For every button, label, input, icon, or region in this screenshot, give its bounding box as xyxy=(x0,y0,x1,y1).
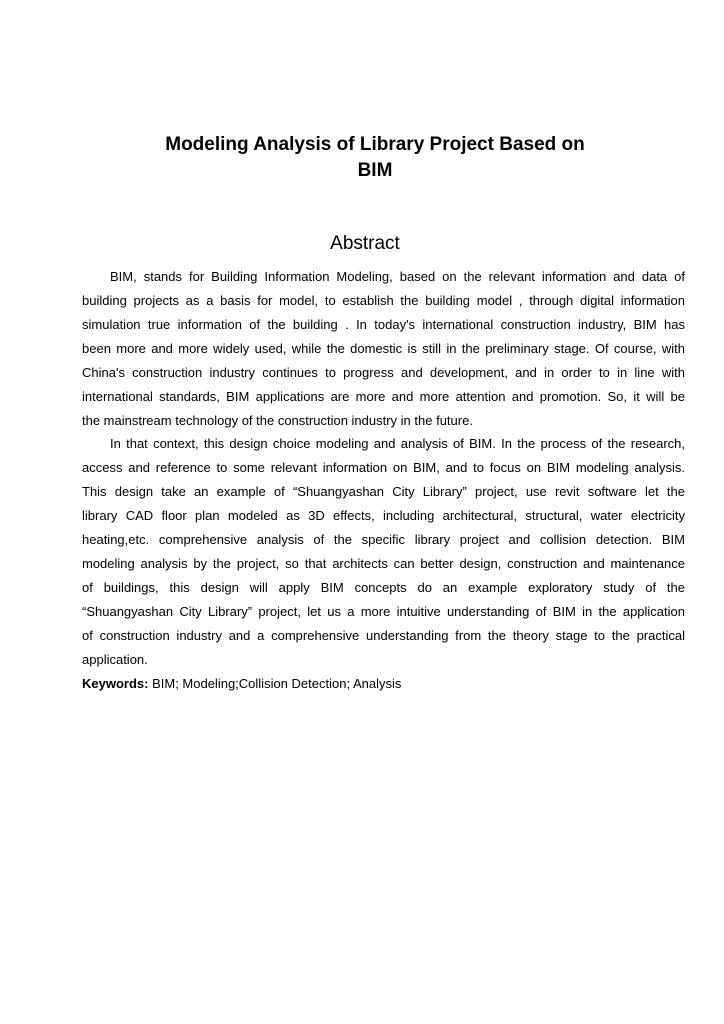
text-line: simulation true information of the building . In today's international construction industry, BIM has xyxy=(82,317,685,332)
text-line: of buildings, this design will apply BIM concepts do an example exploratory study of the xyxy=(82,580,685,595)
text-line: international standards, BIM applications are more and more attention and promotion. So, it will be xyxy=(82,389,685,404)
text-line: BIM, stands for Building Information Modeling, based on the relevant information and data of xyxy=(110,269,685,284)
text-line: library CAD floor plan modeled as 3D effects, including architectural, structural, water electricity xyxy=(82,508,685,523)
keywords-line xyxy=(82,675,401,693)
text-line: been more and more widely used, while the domestic is still in the preliminary stage. Of course, with xyxy=(82,341,685,356)
paper-title-line-1: Modeling Analysis of Library Project Based on xyxy=(165,134,585,155)
text-line: In that context, this design choice modeling and analysis of BIM. In the process of the research, xyxy=(110,436,685,451)
text-line: “Shuangyashan City Library” project, let us a more intuitive understanding of BIM in the application xyxy=(82,604,685,619)
text-line: modeling analysis by the project, so that architects can better design, construction and maintenance xyxy=(82,556,685,571)
text-line: building projects as a basis for model, to establish the building model , through digital information xyxy=(82,293,685,308)
paper-title-line-2: BIM xyxy=(357,160,393,181)
abstract-heading: Abstract xyxy=(330,233,400,254)
keywords-label: Keywords: xyxy=(82,676,149,691)
text-line: application. xyxy=(82,652,148,667)
text-line: of construction industry and a comprehensive understanding from the theory stage to the practical xyxy=(82,628,685,643)
text-line: This design take an example of “Shuangyashan City Library” project, use revit software let the xyxy=(82,484,685,499)
text-line: China's construction industry continues to progress and development, and in order to in line with xyxy=(82,365,685,380)
text-line: access and reference to some relevant information on BIM, and to focus on BIM modeling analysis. xyxy=(82,460,685,475)
text-line: the mainstream technology of the construction industry in the future. xyxy=(82,413,473,428)
keywords-value: BIM; Modeling;Collision Detection; Analysis xyxy=(148,676,402,691)
text-line: heating,etc. comprehensive analysis of the specific library project and collision detection. BIM xyxy=(82,532,685,547)
